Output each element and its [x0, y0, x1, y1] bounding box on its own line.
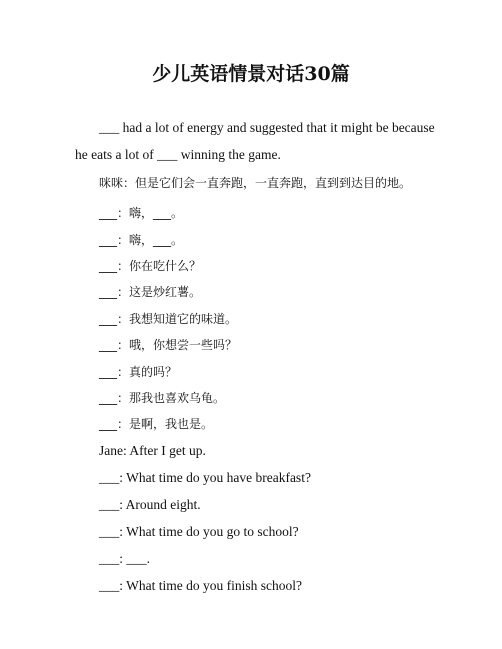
dialogue-line: ___: What time do you go to school? [99, 524, 299, 539]
dialogue-line: ___：这是炒红薯。 [99, 285, 202, 299]
dialogue-line: ___：你在吃什么？ [99, 259, 202, 273]
dialogue-line: ___：嗨，___。 [99, 233, 184, 247]
dialogue-line: ___：真的吗？ [99, 365, 178, 379]
dialogue-line: ___：是啊，我也是。 [99, 417, 214, 431]
dialogue-line: ___: Around eight. [99, 497, 201, 512]
dialogue-line: ___：嗨，___。 [99, 206, 184, 220]
document-title: 少儿英语情景对话30篇 [152, 63, 350, 85]
dialogue-line: ___：那我也喜欢乌龟。 [99, 391, 226, 405]
dialogue-line: ___: What time do you finish school? [99, 578, 302, 593]
paragraph-line: he eats a lot of ___ winning the game. [75, 147, 281, 162]
dialogue-line: ___: What time do you have breakfast? [99, 470, 311, 485]
dialogue-line: ___：我想知道它的味道。 [99, 312, 238, 326]
dialogue-line: ___: ___. [99, 551, 151, 566]
dialogue-line: 咪咪：但是它们会一直奔跑，一直奔跑，直到到达目的地。 [99, 176, 412, 190]
dialogue-line: Jane: After I get up. [99, 443, 206, 458]
paragraph-line: ___ had a lot of energy and suggested that it might be because [99, 120, 435, 135]
dialogue-line: ___：哦，你想尝一些吗？ [99, 338, 238, 352]
